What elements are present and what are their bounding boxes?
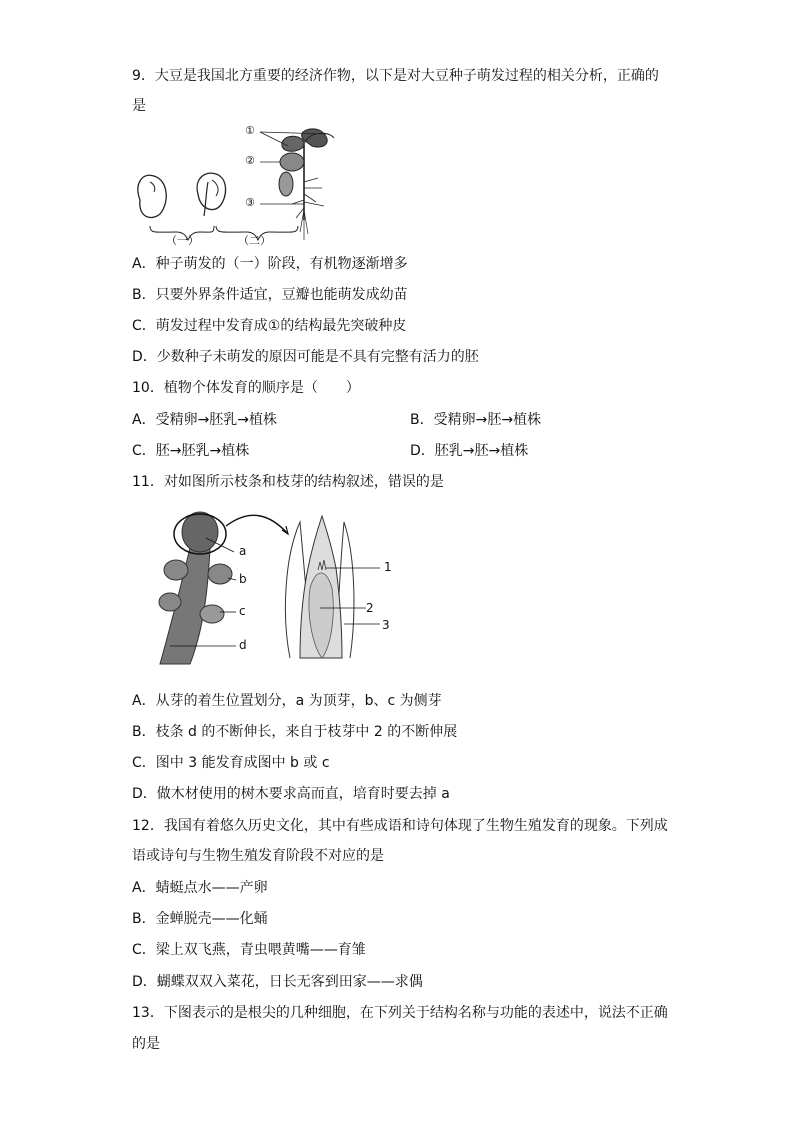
- q9-stage-2-label: （二）: [238, 234, 271, 247]
- q12-option-a: A．蜻蜓点水——产卵: [132, 880, 268, 896]
- q10-stem: 10．植物个体发育的顺序是（ ）: [132, 380, 360, 396]
- q9-label-2: ②: [245, 154, 255, 167]
- q12-option-b: B．金蝉脱壳——化蛹: [132, 911, 268, 927]
- q11-branch-label-b: b: [239, 572, 247, 586]
- q9-option-b: B．只要外界条件适宜，豆瓣也能萌发成幼苗: [132, 287, 408, 303]
- q11-branch-label-a: a: [239, 544, 247, 558]
- q9-label-1: ①: [245, 124, 255, 137]
- q11-option-d: D．做木材使用的树木要求高而直，培育时要去掉 a: [132, 786, 450, 802]
- q11-bud-label-3: 3: [382, 618, 390, 632]
- q11-branch-label-c: c: [239, 604, 246, 618]
- q13-stem-line1: 13．下图表示的是根尖的几种细胞，在下列关于结构名称与功能的表述中，说法不正确: [132, 1005, 668, 1021]
- q13-stem-line2: 的是: [132, 1036, 160, 1052]
- q9-option-a: A．种子萌发的（一）阶段，有机物逐渐增多: [132, 256, 408, 272]
- q12-stem-line1: 12．我国有着悠久历史文化，其中有些成语和诗句体现了生物生殖发育的现象。下列成: [132, 818, 668, 834]
- q11-branch-label-d: d: [239, 638, 247, 652]
- q9-stage-1-label: （一）: [166, 234, 199, 247]
- q12-stem-line2: 语或诗句与生物生殖发育阶段不对应的是: [132, 848, 384, 864]
- q9-label-3: ③: [245, 196, 255, 209]
- q10-option-d: D．胚乳→胚→植株: [410, 443, 529, 459]
- q11-option-b: B．枝条 d 的不断伸长，来自于枝芽中 2 的不断伸展: [132, 724, 458, 740]
- q11-branch-bud-figure: [150, 508, 400, 666]
- q10-option-b: B．受精卵→胚→植株: [410, 412, 542, 428]
- q9-stem-line1: 9．大豆是我国北方重要的经济作物，以下是对大豆种子萌发过程的相关分析，正确的: [132, 68, 659, 84]
- q10-option-a: A．受精卵→胚乳→植株: [132, 412, 278, 428]
- q11-option-c: C．图中 3 能发育成图中 b 或 c: [132, 755, 330, 771]
- q9-option-c: C．萌发过程中发育成①的结构最先突破种皮: [132, 318, 407, 334]
- q11-bud-label-2: 2: [366, 601, 374, 615]
- q9-stem-line2: 是: [132, 98, 146, 114]
- q12-option-d: D．蝴蝶双双入菜花，日长无客到田家——求偶: [132, 974, 423, 990]
- q11-option-a: A．从芽的着生位置划分，a 为顶芽，b、c 为侧芽: [132, 693, 442, 709]
- q9-option-d: D．少数种子未萌发的原因可能是不具有完整有活力的胚: [132, 349, 479, 365]
- q12-option-c: C．梁上双飞燕，青虫喂黄嘴——育雏: [132, 942, 366, 958]
- q11-stem: 11．对如图所示枝条和枝芽的结构叙述，错误的是: [132, 474, 444, 490]
- q11-bud-label-1: 1: [384, 560, 392, 574]
- q10-option-c: C．胚→胚乳→植株: [132, 443, 250, 459]
- q9-seed-germination-figure: [128, 122, 348, 250]
